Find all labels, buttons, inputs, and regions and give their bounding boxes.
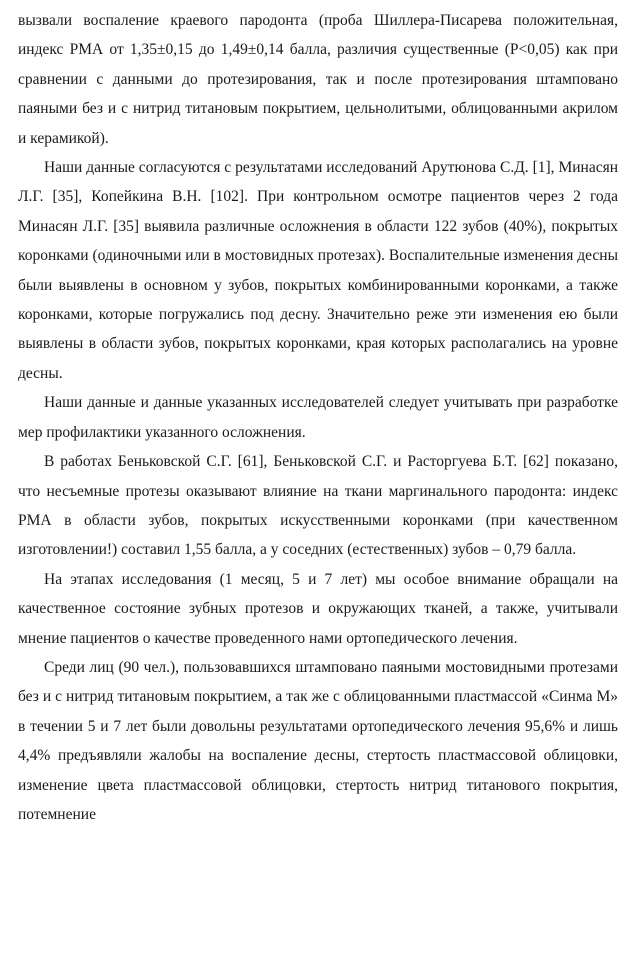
document-page: [18, 6, 618, 829]
paragraph-patient-results: Среди лиц (90 чел.), пользовавшихся штамповано паяными мостовидными протезами без и с нитрид титановым покрытием, а так же с облицованными пластмассой «Синма М» в течении 5 и 7 лет были довольны результатами ортопедического лечения 95,6% и лишь 4,4% предъявляли жалобы на воспаление десны, стертость пластмассовой облицовки, изменение цвета пластмассовой облицовки, стертость нитрид титанового покрытия, потемнение: [18, 658, 618, 823]
paragraph-prevention: Наши данные и данные указанных исследователей следует учитывать при разработке мер профилактики указанного осложнения.: [18, 394, 618, 441]
paragraph-comparison: Наши данные согласуются с результатами исследований Арутюнова С.Д. [1], Минасян Л.Г. [35], Копейкина В.Н. [102]. При контрольном осмотре пациентов через 2 года Минасян Л.Г. [35] выявила различные осложнения в области 122 зубов (40%), покрытых коронками (одиночными или в мостовидных протезах). Воспалительные изменения десны были выявлены в основном у зубов, покрытых комбинированными коронками, а также коронками, которые погружались под десну. Значительно реже эти изменения ею были выявлены в области зубов, покрытых коронками, края которых располагались на уровне десны.: [18, 159, 618, 382]
paragraph-research-stages: На этапах исследования (1 месяц, 5 и 7 лет) мы особое внимание обращали на качественное состояние зубных протезов и окружающих тканей, а также, учитывали мнение пациентов о качестве проведенного нами ортопедического лечения.: [18, 570, 618, 647]
paragraph-benkovskaya: В работах Беньковской С.Г. [61], Беньковской С.Г. и Расторгуева Б.Т. [62] показано, что несъемные протезы оказывают влияние на ткани маргинального пародонта: индекс РМА в области зубов, покрытых искусственными коронками (при качественном изготовлении!) составил 1,55 балла, а у соседних (естественных) зубов – 0,79 балла.: [18, 453, 618, 559]
paragraph-continuation: вызвали воспаление краевого пародонта (проба Шиллера-Писарева положительная, индекс РМА от 1,35±0,15 до 1,49±0,14 балла, различия существенные (Р<0,05) как при сравнении с данными до протезирования, так и после протезирования штамповано паяными без и с нитрид титановым покрытием, цельнолитыми, облицованными акрилом и керамикой).: [18, 12, 618, 147]
